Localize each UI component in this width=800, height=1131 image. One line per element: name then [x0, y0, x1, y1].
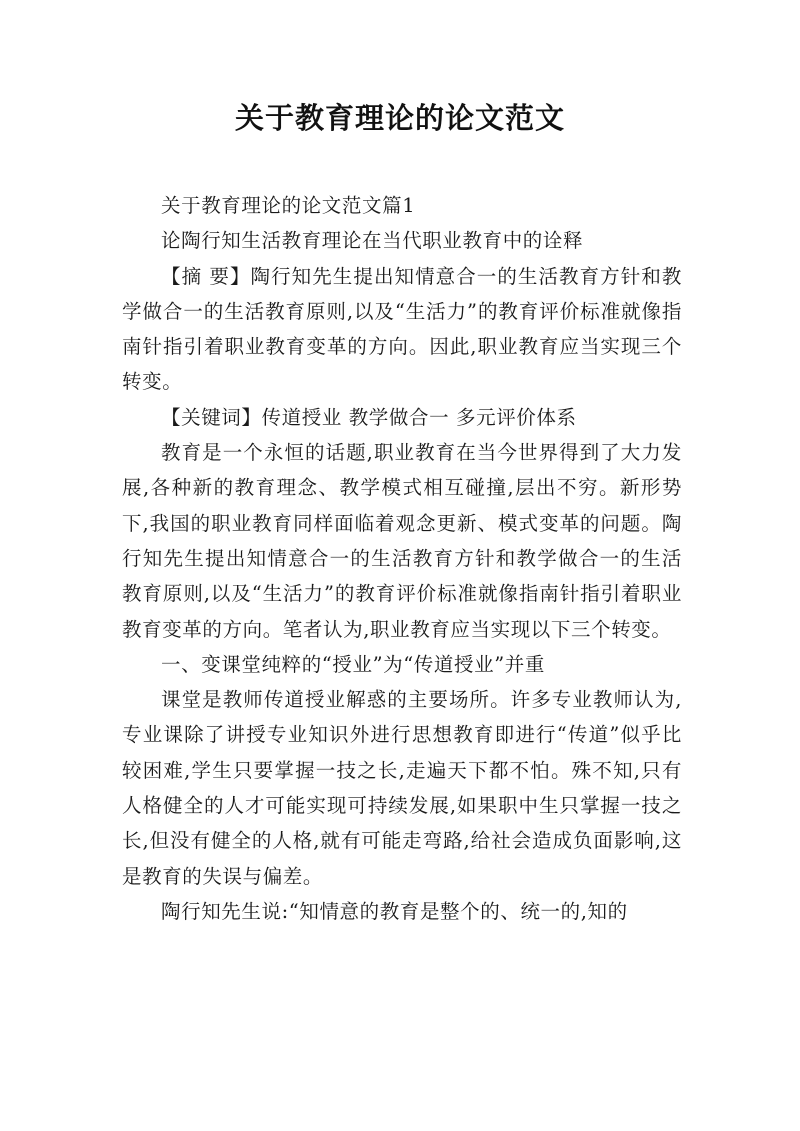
section-heading-1: 一、变课堂纯粹的“授业”为“传道授业”并重: [161, 652, 545, 676]
paper-title: 论陶行知生活教育理论在当代职业教育中的诠释: [161, 229, 584, 253]
intro-paragraph: 教育是一个永恒的话题,职业教育在当今世界得到了大力发展,各种新的教育理念、教学模式相互碰撞,层出不穷。新形势下,我国的职业教育同样面临着观念更新、模式变革的问题。陶行知先生提出知情意合一的生活教育方针和教学做合一的生活教育原则,以及“生活力”的教育评价标准就像指南针指引着职业教育变革的方向。笔者认为,职业教育应当实现以下三个转变。: [122, 441, 682, 641]
quote-paragraph: 陶行知先生说:“知情意的教育是整个的、统一的,知的: [161, 899, 628, 923]
keywords-paragraph: 【关键词】传道授业 教学做合一 多元评价体系: [161, 405, 577, 429]
abstract-paragraph: 【摘 要】陶行知先生提出知情意合一的生活教育方针和教学做合一的生活教育原则,以及“生活力”的教育评价标准就像指南针指引着职业教育变革的方向。因此,职业教育应当实现三个转变。: [122, 264, 682, 394]
document-title: 关于教育理论的论文范文: [234, 101, 565, 135]
section-1-paragraph: 课堂是教师传道授业解惑的主要场所。许多专业教师认为,专业课除了讲授专业知识外进行思想教育即进行“传道”似乎比较困难,学生只要掌握一技之长,走遍天下都不怕。殊不知,只有人格健全的人才可能实现可持续发展,如果职中生只掌握一技之长,但没有健全的人格,就有可能走弯路,给社会造成负面影响,这是教育的失误与偏差。: [122, 688, 682, 888]
document-body: [122, 188, 682, 929]
article-heading: 关于教育理论的论文范文篇1: [161, 194, 416, 217]
